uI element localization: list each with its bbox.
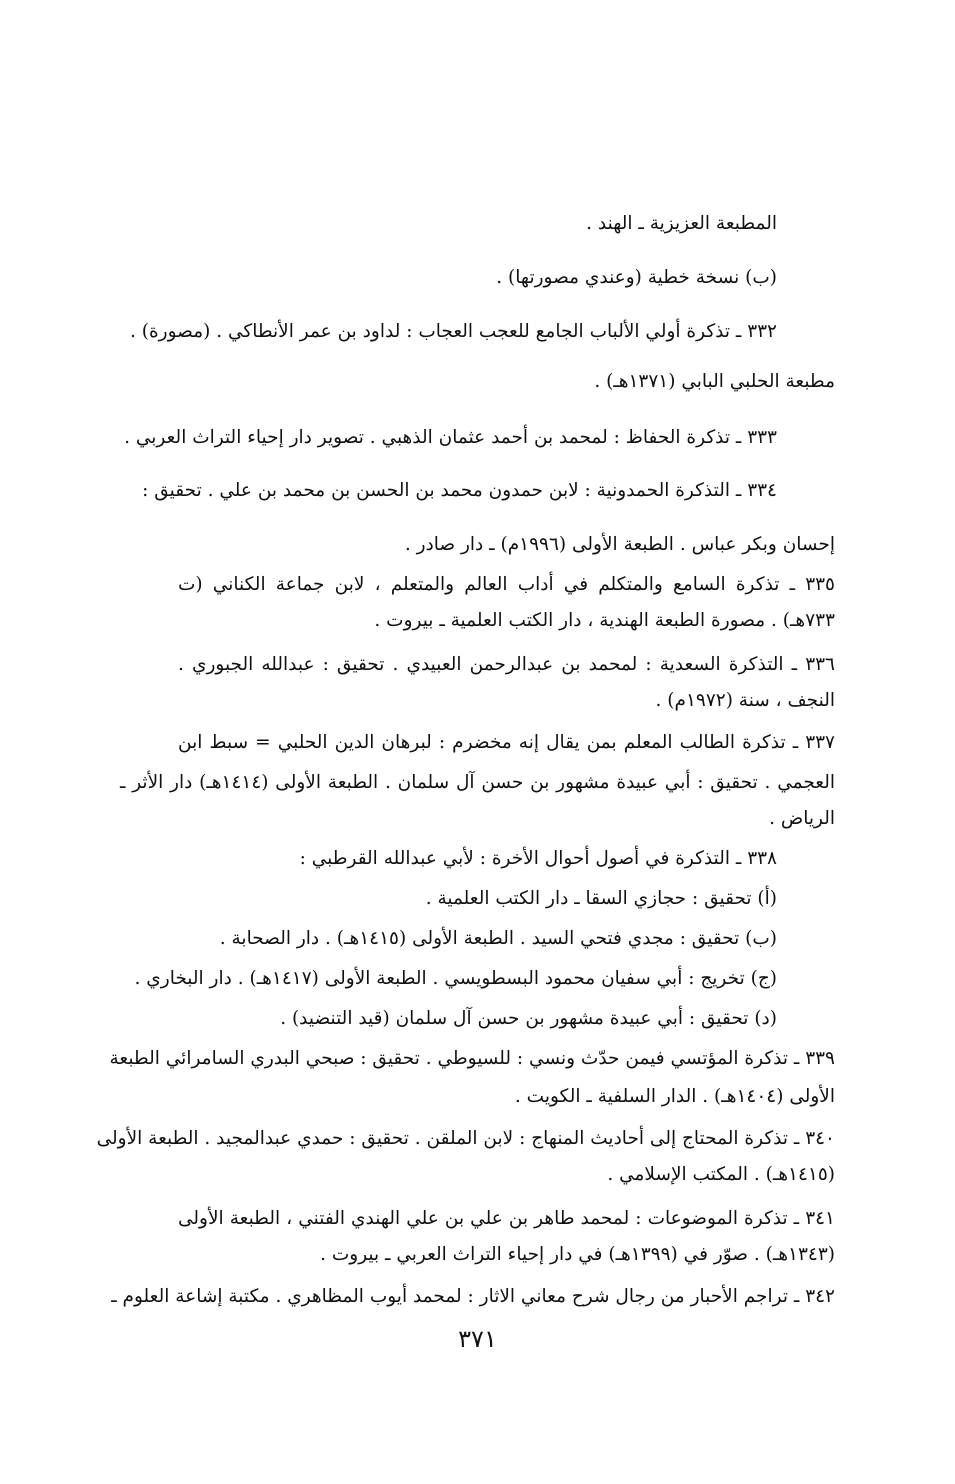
text-line-24: ٣٤١ ـ تذكرة الموضوعات : لمحمد طاهر بن علي بن علي الهندي الفتني ، الطبعة الأولى	[178, 1208, 835, 1229]
text-line-18: (ج) تخريج : أبي سفيان محمود البسطويسي . الطبعة الأولى (١٤١٧هـ) . دار البخاري .	[134, 968, 777, 989]
text-line-23: (١٤١٥هـ) . المكتب الإسلامي .	[607, 1164, 835, 1185]
text-line-4: مطبعة الحلبي البابي (١٣٧١هـ) .	[594, 371, 835, 392]
text-line-14: الرياض .	[769, 808, 835, 829]
text-line-10: ٣٣٦ ـ التذكرة السعدية : لمحمد بن عبدالرحمن العبيدي . تحقيق : عبدالله الجبوري .	[178, 654, 835, 675]
text-line-5: ٣٣٣ ـ تذكرة الحفاظ : لمحمد بن أحمد عثمان الذهبي . تصوير دار إحياء التراث العربي .	[124, 427, 777, 448]
text-line-17: (ب) تحقيق : مجدي فتحي السيد . الطبعة الأولى (١٤١٥هـ) . دار الصحابة .	[219, 928, 777, 949]
text-line-26: ٣٤٢ ـ تراجم الأحبار من رجال شرح معاني الاثار : لمحمد أيوب المظاهري . مكتبة إشاعة العلوم ـ	[111, 1286, 835, 1307]
text-line-22: ٣٤٠ ـ تذكرة المحتاج إلى أحاديث المنهاج : لابن الملقن . تحقيق : حمدي عبدالمجيد . الطبعة الأولى	[96, 1128, 835, 1149]
text-line-7: إحسان وبكر عباس . الطبعة الأولى (١٩٩٦م) ـ دار صادر .	[404, 534, 835, 555]
text-line-13: العجمي . تحقيق : أبي عبيدة مشهور بن حسن آل سلمان . الطبعة الأولى (١٤١٤هـ) دار الأثر ـ	[120, 772, 835, 793]
text-line-11: النجف ، سنة (١٩٧٢م) .	[655, 690, 835, 711]
text-line-12: ٣٣٧ ـ تذكرة الطالب المعلم بمن يقال إنه مخضرم : لبرهان الدين الحلبي = سبط ابن	[178, 732, 835, 753]
text-line-21: الأولى (١٤٠٤هـ) . الدار السلفية ـ الكويت .	[514, 1086, 835, 1107]
text-line-25: (١٣٤٣هـ) . صوّر في (١٣٩٩هـ) في دار إحياء التراث العربي ـ بيروت .	[320, 1244, 835, 1265]
text-line-2: (ب) نسخة خطية (وعندي مصورتها) .	[496, 267, 777, 288]
text-line-15: ٣٣٨ ـ التذكرة في أصول أحوال الأخرة : لأبي عبدالله القرطبي :	[299, 848, 777, 869]
text-line-20: ٣٣٩ ـ تذكرة المؤتسي فيمن حدّث ونسي : للسيوطي . تحقيق : صبحي البدري السامرائي الطبعة	[109, 1048, 835, 1069]
page-number: ٣٧١	[458, 1325, 497, 1353]
text-line-1: المطبعة العزيزية ـ الهند .	[586, 213, 777, 234]
text-line-6: ٣٣٤ ـ التذكرة الحمدونية : لابن حمدون محمد بن الحسن بن محمد بن علي . تحقيق :	[142, 480, 777, 501]
text-line-9: ٧٣٣هـ) . مصورة الطبعة الهندية ، دار الكتب العلمية ـ بيروت .	[374, 610, 835, 631]
text-line-16: (أ) تحقيق : حجازي السقا ـ دار الكتب العلمية .	[425, 888, 777, 909]
text-line-19: (د) تحقيق : أبي عبيدة مشهور بن حسن آل سلمان (قيد التنضيد) .	[280, 1008, 777, 1029]
text-line-3: ٣٣٢ ـ تذكرة أولي الألباب الجامع للعجب العجاب : لداود بن عمر الأنطاكي . (مصورة) .	[130, 321, 777, 342]
text-line-8: ٣٣٥ ـ تذكرة السامع والمتكلم في أداب العالم والمتعلم ، لابن جماعة الكناني (ت	[178, 574, 835, 595]
